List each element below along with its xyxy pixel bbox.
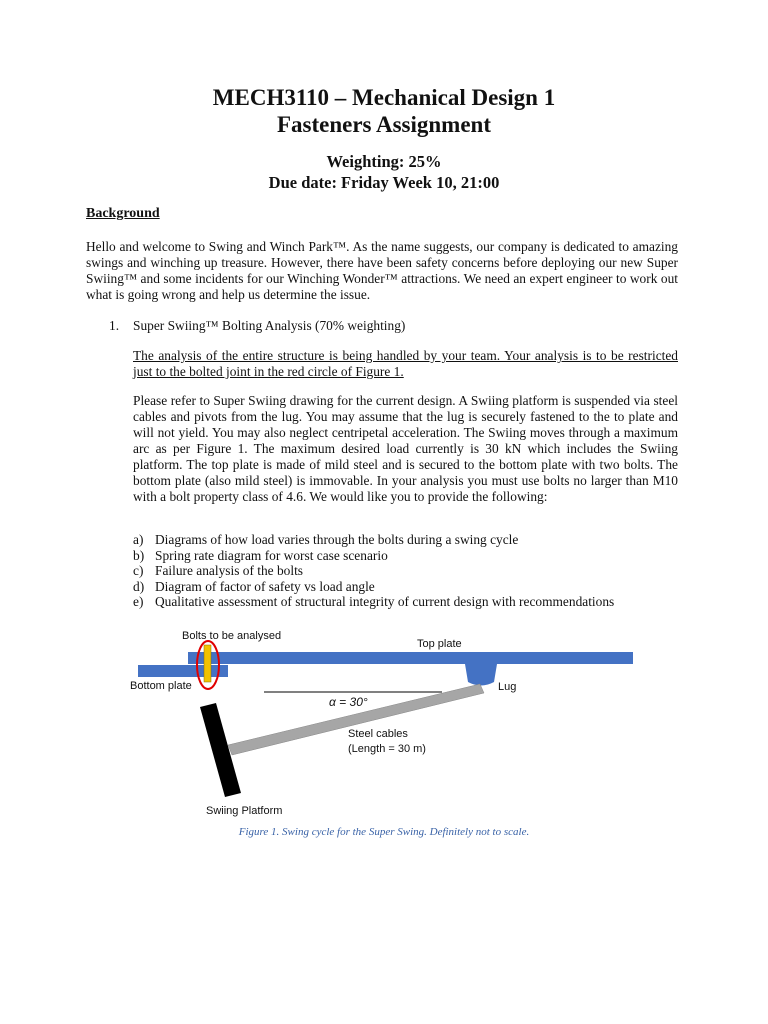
restriction-paragraph: The analysis of the entire structure is being handled by your team. Your analysis is to be restricted just to the bolted joint in the red circle of Figure 1. [133, 348, 678, 379]
assignment-title: Fasteners Assignment [276, 112, 492, 137]
top-plate [188, 652, 633, 664]
label-bottom-plate: Bottom plate [130, 680, 192, 692]
background-heading: Background [86, 206, 160, 221]
label-platform: Swiing Platform [206, 805, 283, 817]
section1-title-text: Super Swiing™ Bolting Analysis (70% weighting) [133, 318, 406, 333]
course-title: MECH3110 – Mechanical Design 1 [212, 85, 556, 110]
list-item: d) Diagram of factor of safety vs load angle [133, 578, 375, 594]
label-top-plate: Top plate [417, 638, 462, 650]
weighting-text: Weighting: 25% [326, 152, 442, 171]
figure-1 [130, 625, 640, 830]
list-item: b) Spring rate diagram for worst case scenario [133, 547, 388, 563]
due-date-text: Due date: Friday Week 10, 21:00 [268, 173, 500, 192]
section1-number: 1. [109, 318, 120, 333]
section1-title [109, 318, 405, 334]
label-lug: Lug [498, 681, 517, 693]
background-paragraph: Hello and welcome to Swing and Winch Park™. As the name suggests, our company is dedicated to amazing swings and winching up treasure. However, there have been safety concerns before deploying our new Super Swiing™ and some incidents for our Winching Wonder™ attractions. We need an expert engineer to work out what is going wrong and help us determine the issue. [86, 239, 678, 302]
label-cables-1: Steel cables [348, 728, 408, 740]
list-item: c) Failure analysis of the bolts [133, 563, 304, 578]
swing-diagram [130, 625, 640, 825]
lug [465, 664, 497, 686]
label-angle: α = 30° [329, 695, 368, 709]
description-paragraph: Please refer to Super Swiing drawing for the current design. A Swiing platform is suspended via steel cables and pivots from the lug. You may assume that the lug is securely fastened to the to plate and will not yield. You may also neglect centripetal acceleration. The Swiing moves through a maximum arc as per Figure 1. The maximum desired load currently is 30 kN which includes the Swiing platform. The top plate is made of mild steel and is secured to the bottom plate with two bolts. The bottom plate (also mild steel) is immovable. In your analysis you must use bolts no larger than M10 with a bolt property class of 4.6. We would like you to provide the following: [133, 393, 678, 504]
label-cables-2: (Length = 30 m) [348, 743, 426, 755]
deliverables-list [133, 532, 614, 610]
label-bolts: Bolts to be analysed [182, 630, 282, 642]
list-item: a) Diagrams of how load varies through the bolts during a swing cycle [133, 532, 519, 547]
list-item: e) Qualitative assessment of structural integrity of current design with recommendations [133, 594, 615, 609]
bolt [204, 645, 211, 682]
figure-caption: Figure 1. Swing cycle for the Super Swing. Definitely not to scale. [238, 826, 530, 838]
bottom-plate [138, 665, 228, 677]
